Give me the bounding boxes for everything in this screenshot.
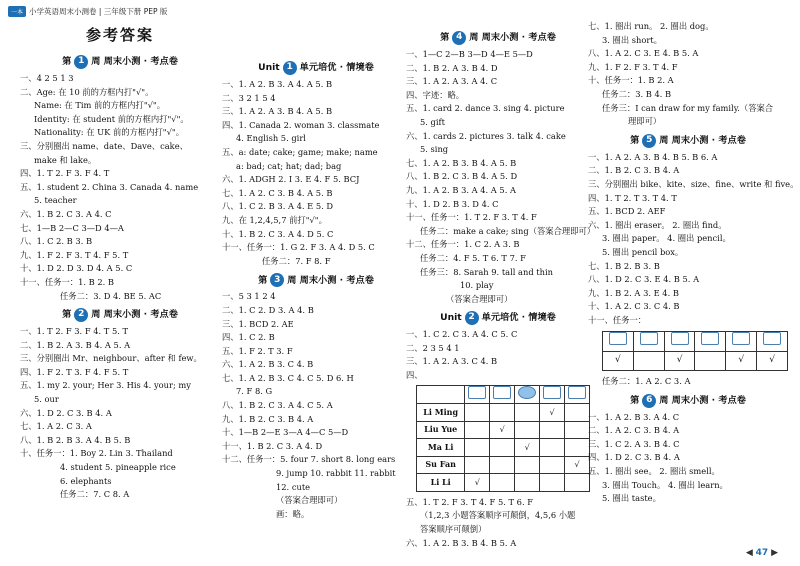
music-note-icon	[568, 386, 586, 399]
answer-line: 一、1. C 2. C 3. A 4. C 5. C	[406, 329, 518, 340]
table-row: Su Fan √	[417, 456, 590, 474]
book-logo: 一本	[8, 6, 26, 17]
answer-line: make 和 lake。	[34, 154, 97, 165]
answer-line: 一、1. A 2. B 3. A 4. C	[588, 411, 680, 422]
answer-line: 八、1. B 2. B 3. A 4. B 5. B	[20, 434, 131, 445]
answer-line: 任务二：4. F 5. T 6. T 7. F	[420, 252, 526, 263]
answer-line: 七、1. A 2. C 3. A	[20, 421, 92, 432]
answer-line: 六、1. B 2. C 3. A 4. C	[20, 208, 112, 219]
answer-line: 九、在 1,2,4,5,7 前打"√"。	[222, 214, 327, 225]
prev-arrow-icon[interactable]: ◀	[745, 548, 753, 558]
answer-line: 八、1. C 2. B 3. B	[20, 236, 93, 247]
answer-line: 五、1. BCD 2. AEF	[588, 206, 666, 217]
answer-line: 五、1. student 2. China 3. Canada 4. name	[20, 181, 199, 192]
section-title-week-6: 第 6 周 周末小测 · 考点卷	[630, 394, 746, 406]
answer-line: 四、1. T 2. T 3. T 4. T	[588, 192, 677, 203]
answer-line: 五、1. F 2. T 3. F	[222, 345, 293, 356]
answer-line: 二、1. B 2. A 3. B 4. D	[406, 62, 498, 73]
answer-line: 答案顺序可颠倒）	[420, 523, 487, 534]
section-title-week-3: 第 3 周 周末小测 · 考点卷	[258, 274, 374, 286]
header-text: 小学英语周末小测卷 | 三年级下册 PEP 版	[29, 7, 168, 16]
answer-line: 十一、任务一：1. G 2. F 3. A 4. D 5. C	[222, 242, 375, 253]
answer-line: Nationality: 在 UK 前的方框内打"√"。	[34, 127, 185, 138]
answer-line: 二、1. A 2. C 3. B 4. A	[588, 425, 680, 436]
table-row: Li Li √	[417, 474, 590, 492]
answer-line: 12. cute	[276, 481, 311, 492]
answer-line: 三、1. BCD 2. AE	[222, 318, 294, 329]
unit-number-badge: 1	[283, 61, 297, 75]
column-3	[406, 20, 596, 550]
answer-line: 十一、任务一：1. T 2. F 3. T 4. F	[406, 212, 537, 223]
answer-line: 六、1. A 2. B 3. C 4. B	[222, 359, 314, 370]
answer-line: 六、1. 圈出 eraser。 2. 圈出 find。	[588, 219, 727, 230]
answer-line: （答案合理即可）	[446, 293, 513, 304]
answer-line: 八、1. B 2. C 3. A 4. C 5. A	[222, 400, 333, 411]
week-number-badge: 3	[270, 273, 284, 287]
answer-line: 7. F 8. G	[236, 386, 273, 397]
week-number-badge: 6	[642, 394, 656, 408]
answer-line: 七、1. B 2. B 3. B	[588, 260, 660, 271]
unit-1-answers	[222, 78, 410, 268]
section-title-week-4: 第 4 周 周末小测 · 考点卷	[440, 32, 556, 44]
answer-line: 十二、任务一：5. four 7. short 8. long ears	[222, 454, 396, 465]
answer-line: 10. play	[460, 280, 494, 291]
week-2-answers	[20, 325, 220, 502]
answer-line: 任务二：3. B 4. B	[602, 88, 672, 99]
answer-line: 3. 圈出 short。	[602, 34, 662, 45]
answer-line: 四、1. C 2. B	[222, 332, 275, 343]
answer-line: 3. 圈出 paper。 4. 圈出 pencil。	[602, 233, 731, 244]
answer-line: 四、1. D 2. C 3. B 4. A	[588, 452, 680, 463]
eraser-icon	[671, 332, 689, 345]
answer-line: 六、1. A 2. B 3. B 4. B 5. A	[406, 537, 517, 548]
answer-line: 四、1. F 2. T 3. F 4. F 5. T	[20, 366, 129, 377]
answer-line: 二、1. B 2. C 3. B 4. A	[588, 165, 680, 176]
unit-2-answers-end	[588, 20, 788, 129]
week-5-answers-cont	[588, 375, 788, 389]
week-1-answers	[20, 72, 220, 303]
answer-line: 九、1. B 2. A 3. E 4. B	[588, 287, 679, 298]
answer-line: 八、1. C 2. B 3. A 4. E 5. D	[222, 201, 334, 212]
cup-icon	[543, 386, 561, 399]
section-title-unit-2: Unit 2 单元培优 · 情境卷	[440, 312, 556, 324]
answer-line: 任务二：make a cake; sing（答案合理即可）	[420, 225, 596, 236]
table-row: Ma Li √	[417, 439, 590, 457]
answer-line: 画：略。	[276, 508, 310, 519]
answer-line: 十、1. B 2. C 3. A 4. D 5. C	[222, 228, 334, 239]
answer-line: 八、1. B 2. C 3. B 4. A 5. D	[406, 171, 518, 182]
column-4	[588, 20, 799, 506]
unit-2-answers-cont	[406, 496, 590, 550]
week-number-badge: 1	[74, 55, 88, 69]
week-6-answers	[588, 411, 788, 506]
section-title-unit-1: Unit 1 单元培优 · 情境卷	[258, 62, 374, 74]
answer-line: 一、4 2 5 1 3	[20, 73, 74, 83]
answer-line: Name: 在 Tim 前的方框内打"√"。	[34, 100, 166, 111]
answer-line: 十、任务一：1. B 2. A	[588, 75, 674, 86]
answer-line: 七、1. 圈出 run。 2. 圈出 dog。	[588, 21, 714, 31]
answer-line: 一、5 3 1 2 4	[222, 291, 276, 302]
page-title: 参考答案	[85, 26, 154, 44]
answer-line: 九、1. F 2. F 3. T 4. F	[588, 61, 678, 72]
answer-line: 十、1. D 2. B 3. D 4. C	[406, 198, 499, 209]
answer-line: 5. sing	[420, 144, 449, 155]
drawing-icon	[493, 386, 511, 399]
face-icon	[518, 386, 536, 399]
answer-line: 任务二：1. A 2. C 3. A	[602, 376, 691, 387]
section-title-week-5: 第 5 周 周末小测 · 考点卷	[630, 134, 746, 146]
answer-line: 六、1. ADGH 2. I 3. E 4. F 5. BCJ	[222, 174, 360, 185]
answer-line: 一、1. T 2. F 3. F 4. T 5. T	[20, 326, 129, 337]
column-2	[222, 20, 410, 521]
ruler-icon	[640, 332, 658, 345]
answer-line: 9. jump 10. rabbit 11. rabbit	[276, 468, 396, 479]
answer-line: 任务二：7. F 8. F	[262, 255, 331, 266]
answer-line: 4. student 5. pineapple rice	[60, 462, 176, 473]
answer-line: 任务二：3. D 4. BE 5. AC	[60, 290, 162, 301]
answer-line: 八、1. D 2. C 3. E 4. B 5. A	[588, 274, 700, 285]
week-3-answers	[222, 290, 410, 521]
pencil-icon	[609, 332, 627, 345]
answer-line: 理即可）	[628, 116, 662, 127]
unit-2-answers	[406, 328, 590, 382]
answer-line: 一、1. A 2. B 3. A 4. A 5. B	[222, 79, 333, 89]
week-number-badge: 2	[74, 308, 88, 322]
answer-line: 六、1. cards 2. pictures 3. talk 4. cake	[406, 130, 566, 141]
answer-line: 十、1—B 2—E 3—A 4—C 5—D	[222, 427, 349, 438]
section-title-week-2: 第 2 周 周末小测 · 考点卷	[62, 309, 178, 321]
answer-line: 二、Age: 在 10 前的方框内打"√"。	[20, 86, 154, 97]
answer-line: 十、任务一：1. Boy 2. Lin 3. Thailand	[20, 448, 173, 459]
table-header-row	[603, 332, 788, 352]
answer-line: 5. 圈出 pencil box。	[602, 246, 684, 257]
answer-line: 十一、任务一：	[588, 314, 647, 325]
table-header-row	[417, 385, 590, 404]
paper-icon	[732, 332, 750, 345]
answer-line: 九、1. F 2. F 3. T 4. F 5. T	[20, 249, 129, 260]
answer-line: 3. 圈出 Touch。 4. 圈出 learn。	[602, 479, 728, 490]
answer-line: 六、1. D 2. C 3. B 4. A	[20, 407, 112, 418]
answer-line: 二、3 2 1 5 4	[222, 92, 276, 103]
table-row: √ √ √ √	[603, 352, 788, 371]
answer-line: 任务三：I can draw for my family.（答案合	[602, 102, 774, 113]
page-indicator	[746, 548, 778, 558]
pen-icon	[701, 332, 719, 345]
picture-icon	[468, 386, 486, 399]
answer-line: 二、2 3 5 4 1	[406, 342, 460, 353]
answer-line: 三、分别圈出 bike、kite、size、fine、write 和 five。	[588, 178, 799, 189]
answer-line: 5. teacher	[34, 195, 77, 206]
answer-line: 6. elephants	[60, 475, 112, 486]
answer-line: 5. 圈出 taste。	[602, 493, 661, 504]
answer-line: （1,2,3 小题答案顺序可颠倒，4,5,6 小题	[420, 510, 576, 521]
answer-line: 十、1. A 2. C 3. C 4. B	[588, 301, 680, 312]
answer-line: 四、	[406, 370, 423, 381]
answer-line: 九、1. A 2. B 3. A 4. A 5. A	[406, 184, 516, 195]
answer-line: 三、1. A 2. A 3. C 4. B	[406, 356, 498, 367]
page-number: 47	[755, 548, 769, 558]
answer-line: 四、1. T 2. F 3. F 4. T	[20, 168, 110, 179]
week-number-badge: 4	[452, 31, 466, 45]
answer-line: 四、1. Canada 2. woman 3. classmate	[222, 119, 380, 130]
answer-line: 七、1. A 2. C 3. B 4. A 5. B	[222, 187, 333, 198]
table-row: Li Ming √	[417, 404, 590, 422]
answer-line: 任务二：7. C 8. A	[60, 489, 130, 500]
week-5-answers	[588, 151, 799, 328]
answer-line: 七、1—B 2—C 3—D 4—A	[20, 222, 124, 233]
answer-line: 十二、任务一：1. C 2. A 3. B	[406, 239, 520, 250]
answer-line: Identity: 在 student 前的方框内打"√"。	[34, 113, 189, 124]
answer-line: 三、分别圈出 name、date、Dave、cake、	[20, 140, 188, 151]
week-4-answers	[406, 48, 596, 306]
answer-line: 五、a: date; cake; game; make; name	[222, 146, 378, 157]
answer-line: 二、1. C 2. D 3. A 4. B	[222, 304, 314, 315]
answer-line: 十一、1. B 2. C 3. A 4. D	[222, 440, 323, 451]
answer-line: 七、1. A 2. B 3. B 4. A 5. B	[406, 157, 517, 168]
answer-line: 二、1. B 2. A 3. B 4. A 5. A	[20, 339, 131, 350]
answer-line: 五、1. T 2. F 3. T 4. F 5. T 6. F	[406, 496, 533, 507]
answer-line: 三、分别圈出 Mr、neighbour、after 和 few。	[20, 353, 202, 364]
answer-line: 任务三：8. Sarah 9. tall and thin	[420, 266, 553, 277]
answer-line: 五、1. 圈出 see。 2. 圈出 smell。	[588, 466, 720, 477]
answer-line: 三、1. A 2. A 3. B 4. A 5. B	[222, 106, 333, 117]
hobby-answer-table	[416, 385, 590, 492]
table-row: Liu Yue √	[417, 421, 590, 439]
answer-line: 三、1. C 2. A 3. B 4. C	[588, 438, 680, 449]
answer-line: 五、1. card 2. dance 3. sing 4. picture	[406, 103, 565, 114]
answer-line: 一、1—C 2—B 3—D 4—E 5—D	[406, 49, 533, 59]
answer-line: 4. English 5. girl	[236, 133, 306, 144]
answer-line: 三、1. A 2. A 3. A 4. C	[406, 76, 498, 87]
answer-line: 五、1. my 2. your; Her 3. His 4. your; my	[20, 380, 191, 391]
answer-line: 5. gift	[420, 116, 445, 127]
page-header	[8, 6, 167, 17]
answer-line: a: bad; cat; hat; dad; bag	[236, 160, 342, 171]
unit-number-badge: 2	[465, 311, 479, 325]
answer-line: 四、字迹：略。	[406, 89, 465, 100]
week-number-badge: 5	[642, 134, 656, 148]
answer-line: 一、1. A 2. A 3. B 4. B 5. B 6. A	[588, 151, 718, 162]
stationery-answer-table	[602, 331, 788, 371]
answer-line: 七、1. A 2. B 3. C 4. C 5. D 6. H	[222, 372, 354, 383]
books-icon	[763, 332, 781, 345]
column-1	[20, 20, 220, 502]
section-title-week-1: 第 1 周 周末小测 · 考点卷	[62, 56, 178, 68]
answer-line: 九、1. B 2. C 3. B 4. A	[222, 413, 314, 424]
answer-line: （答案合理即可）	[276, 495, 343, 506]
next-arrow-icon[interactable]: ▶	[771, 548, 778, 558]
answer-line: 十、1. D 2. D 3. D 4. A 5. C	[20, 263, 133, 274]
answer-line: 5. our	[34, 394, 59, 405]
answer-line: 十一、任务一：1. B 2. B	[20, 276, 115, 287]
answer-line: 八、1. A 2. C 3. E 4. B 5. A	[588, 48, 699, 59]
